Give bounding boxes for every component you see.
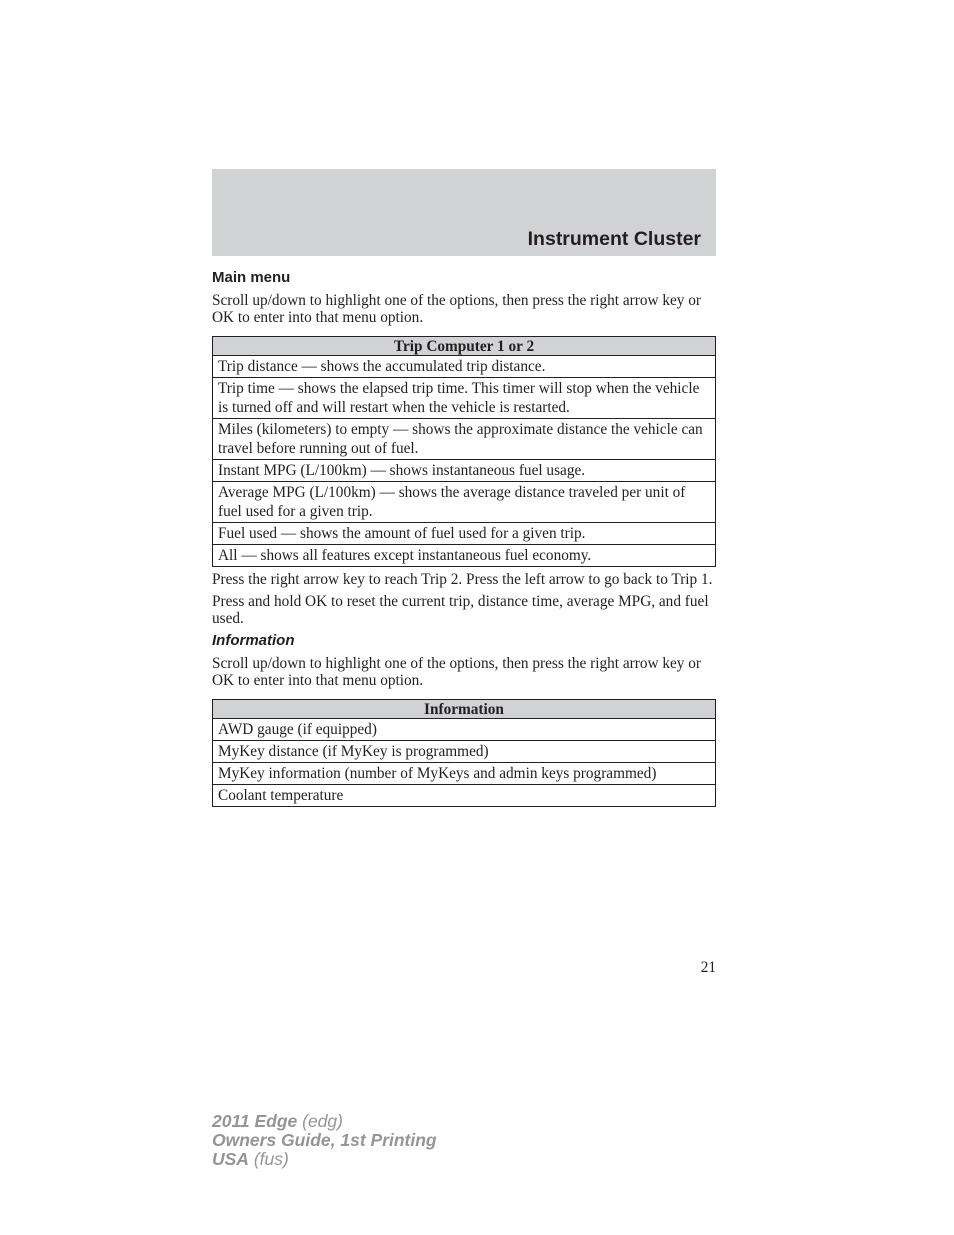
footer-line-market — [212, 1150, 437, 1169]
main-menu-heading: Main menu — [212, 269, 291, 286]
table-cell: Average MPG (L/100km) — shows the average distance traveled per unit of fuel used for a given trip. — [213, 482, 716, 523]
table-row — [213, 482, 716, 523]
table-cell: AWD gauge (if equipped) — [213, 719, 716, 741]
information-table — [212, 699, 716, 807]
table-cell: Fuel used — shows the amount of fuel used for a given trip. — [213, 523, 716, 545]
table-row — [213, 378, 716, 419]
footer-model-code: (edg) — [297, 1111, 343, 1131]
table-row — [213, 741, 716, 763]
trip-computer-table — [212, 336, 716, 567]
table-header-row — [213, 337, 716, 356]
table-header-row — [213, 700, 716, 719]
page-content — [212, 265, 716, 811]
section-title: Instrument Cluster — [527, 228, 701, 250]
table-row — [213, 785, 716, 807]
information-intro: Scroll up/down to highlight one of the options, then press the right arrow key or OK to enter into that menu option. — [212, 655, 701, 689]
table-row — [213, 523, 716, 545]
footer-market-name: USA — [212, 1149, 249, 1169]
table-cell: Miles (kilometers) to empty — shows the approximate distance the vehicle can travel before running out of fuel. — [213, 419, 716, 460]
table-cell: Trip distance — shows the accumulated trip distance. — [213, 356, 716, 378]
trip-2-note: Press the right arrow key to reach Trip 2. Press the left arrow to go back to Trip 1. — [212, 571, 713, 588]
reset-note: Press and hold OK to reset the current trip, distance time, average MPG, and fuel used. — [212, 593, 709, 627]
footer-guide-edition: Owners Guide, 1st Printing — [212, 1130, 437, 1150]
table-cell: All — shows all features except instantaneous fuel economy. — [213, 545, 716, 567]
table-cell: Trip time — shows the elapsed trip time. This timer will stop when the vehicle is turned off and will restart when the vehicle is restarted. — [213, 378, 716, 419]
footer-model-name: 2011 Edge — [212, 1111, 298, 1131]
table-row — [213, 419, 716, 460]
trip-computer-table-header: Trip Computer 1 or 2 — [213, 337, 716, 356]
footer-market-code: (fus) — [248, 1149, 289, 1169]
section-header-band — [212, 169, 716, 256]
table-cell: Coolant temperature — [213, 785, 716, 807]
document-footer — [212, 1112, 437, 1169]
table-cell: MyKey distance (if MyKey is programmed) — [213, 741, 716, 763]
table-row — [213, 545, 716, 567]
table-row — [213, 719, 716, 741]
page-number: 21 — [700, 959, 716, 976]
footer-line-model — [212, 1112, 437, 1131]
main-menu-intro: Scroll up/down to highlight one of the options, then press the right arrow key or OK to enter into that menu option. — [212, 292, 701, 326]
information-table-header: Information — [213, 700, 716, 719]
table-cell: Instant MPG (L/100km) — shows instantaneous fuel usage. — [213, 460, 716, 482]
table-row — [213, 460, 716, 482]
table-row — [213, 356, 716, 378]
information-heading: Information — [212, 632, 295, 649]
table-row — [213, 763, 716, 785]
table-cell: MyKey information (number of MyKeys and admin keys programmed) — [213, 763, 716, 785]
footer-line-guide — [212, 1131, 437, 1150]
